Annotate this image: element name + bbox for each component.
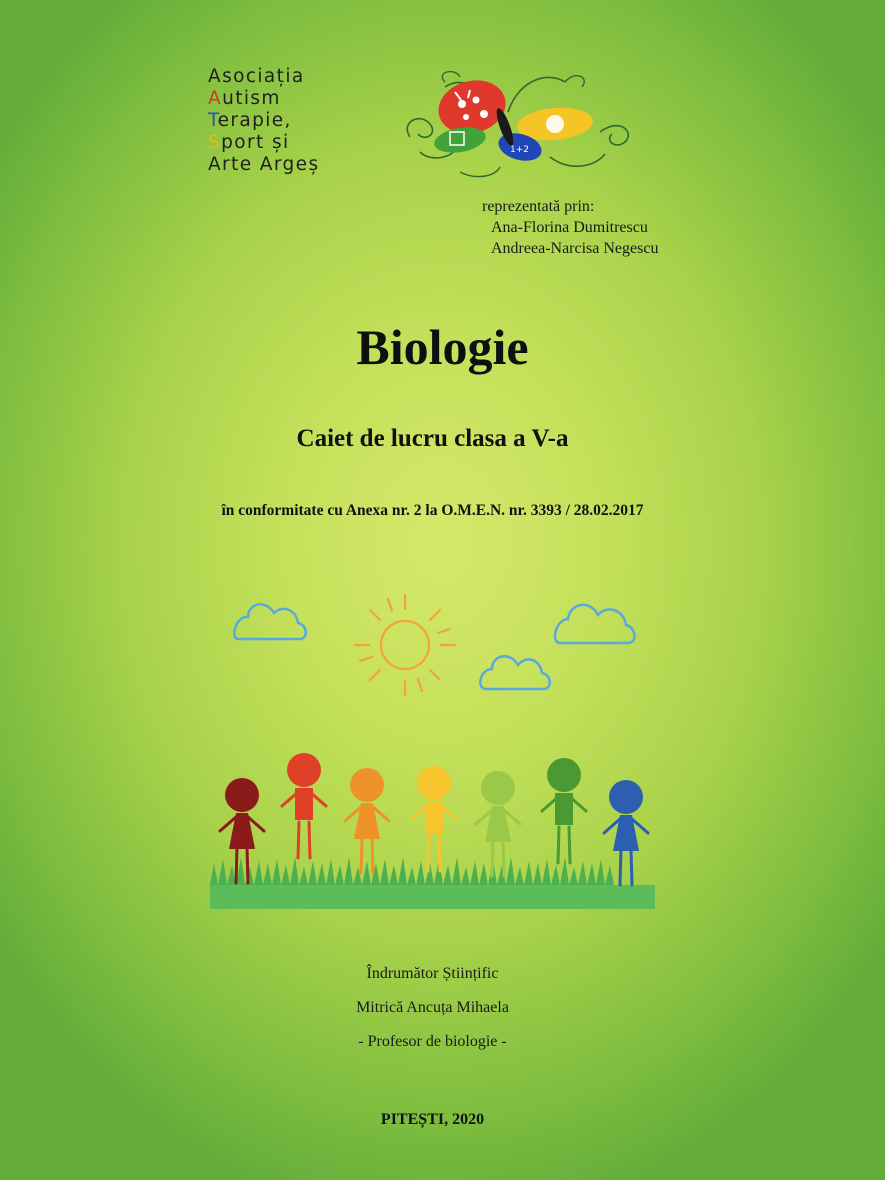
org-name-line-4 [208,132,319,154]
org-initial: T [208,110,218,131]
org-name-line-1 [208,66,319,88]
sun-icon [355,595,455,695]
org-name-line-2 [208,88,319,110]
child-figure-icon [282,753,326,858]
org-initial: A [208,88,223,109]
representation-block [482,196,658,259]
document-title: Biologie [356,319,529,375]
representation-label: reprezentată prin: [482,198,595,215]
child-figure-icon [345,768,389,873]
org-word: Arte Argeș [208,154,320,175]
supervisor-role: Îndrumător Științific [366,965,499,982]
logo-wing-mark: 1+2 [510,145,529,155]
organization-logo [208,62,648,187]
cloud-icon [555,605,635,643]
org-initial: A [208,66,223,87]
children-group [220,753,648,885]
org-name-line-5 [208,154,319,176]
document-subtitle: Caiet de lucru clasa a V-a [296,425,569,452]
representative-name: Andreea-Narcisa Negescu [491,240,659,257]
org-word: sociația [222,66,305,87]
child-figure-icon [542,758,586,863]
child-figure-icon [412,766,456,871]
cloud-icon [480,656,549,689]
butterfly-logo-icon [400,62,640,187]
cloud-icon [234,604,305,639]
place-and-year: PITEȘTI, 2020 [380,1111,485,1128]
credits-block [0,957,865,1059]
supervisor-position: - Profesor de biologie - [358,1033,507,1050]
child-figure-icon [476,771,520,876]
organization-name [208,66,319,176]
representative-name: Ana-Florina Dumitrescu [491,219,648,236]
org-name-line-3 [208,110,319,132]
children-illustration [200,585,670,920]
conformity-note: în conformitate cu Anexa nr. 2 la O.M.E.N. nr. 3393 / 28.02.2017 [221,502,644,519]
org-word: port și [221,132,290,153]
org-word: utism [222,88,281,109]
grass-icon [210,857,655,909]
org-initial: S [208,132,222,153]
supervisor-name: Mitrică Ancuța Mihaela [356,999,509,1016]
org-word: erapie, [217,110,292,131]
